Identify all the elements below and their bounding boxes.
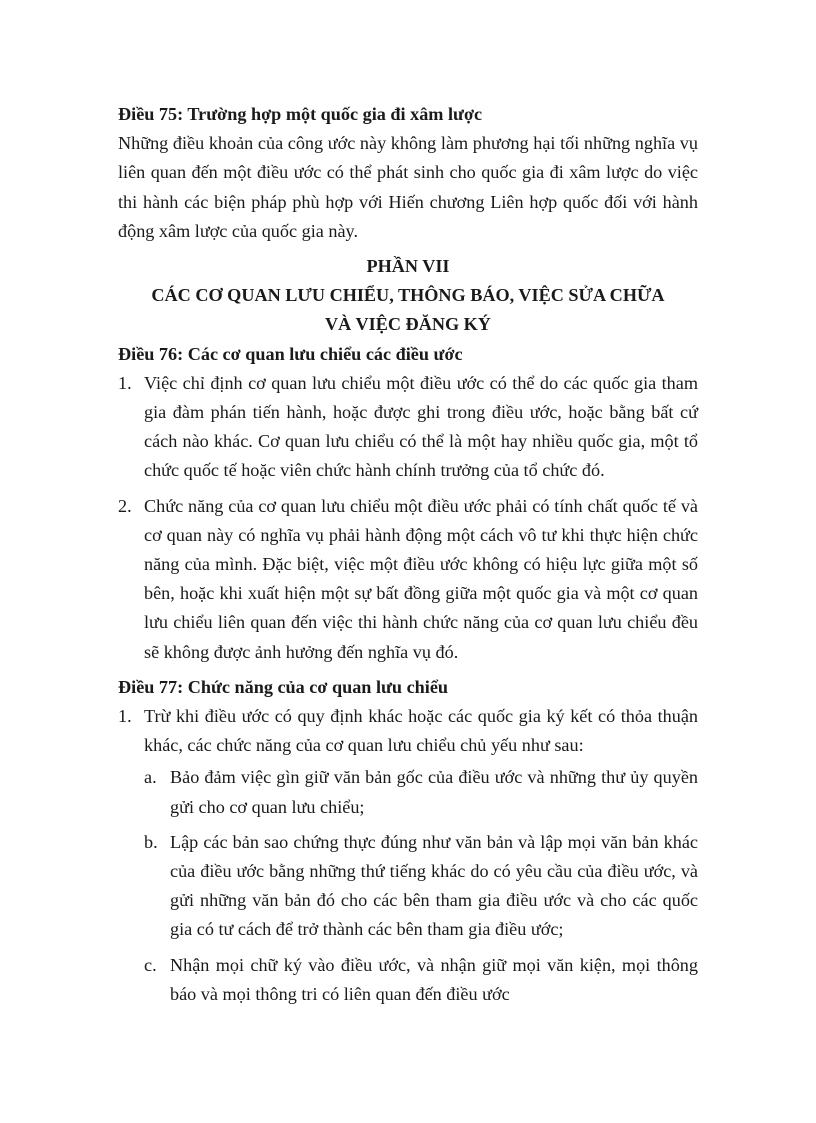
article-75-heading: Điều 75: Trường hợp một quốc gia đi xâm lược [118,104,483,124]
list-item [118,369,698,486]
part-7-subtitle-line-1: CÁC CƠ QUAN LƯU CHIỂU, THÔNG BÁO, VIỆC SỬA CHỮA [151,285,665,306]
list-item [118,702,698,1009]
sublist-marker: b. [144,831,158,852]
sublist-item [144,828,698,945]
list-item-text: Trừ khi điều ước có quy định khác hoặc các quốc gia ký kết có thỏa thuận khác, các chức năng của cơ quan lưu chiểu chủ yếu như sau: [144,706,698,756]
sublist-item-text: Nhận mọi chữ ký vào điều ước, và nhận giữ mọi văn kiện, mọi thông báo và mọi thông tri có liên quan đến điều ước [170,954,698,1004]
article-77-heading: Điều 77: Chức năng của cơ quan lưu chiểu [118,676,449,697]
list-item-text: Việc chỉ định cơ quan lưu chiểu một điều ước có thể do các quốc gia tham gia đàm phán tiến hành, hoặc được ghi trong điều ước, hoặc bằng bất cứ cách nào khác. Cơ quan lưu chiểu có thể là một hay nhiều quốc gia, một tổ chức quốc tế hoặc viên chức hành chính trưởng của tổ chức đó. [144,372,698,481]
article-76-list [118,369,698,667]
sublist-item-text: Bảo đảm việc gìn giữ văn bản gốc của điều ước và những thư ủy quyền gửi cho cơ quan lưu chiểu; [170,767,698,817]
list-marker: 2. [118,495,132,516]
sublist-marker: a. [144,767,157,788]
part-7-subtitle-line-2: VÀ VIỆC ĐĂNG KÝ [325,314,491,335]
list-item [118,492,698,667]
document-page [118,100,698,1015]
article-77-list [118,702,698,1009]
article-77-sublist [144,763,698,1009]
sublist-item [144,951,698,1009]
sublist-item-text: Lập các bản sao chứng thực đúng như văn bản và lập mọi văn bản khác của điều ước bằng những thứ tiếng khác do có yêu cầu của điều ước, và gửi những văn bản đó cho các bên tham gia điều ước và cho các quốc gia có tư cách để trở thành các bên tham gia điều ước; [170,831,698,940]
list-marker: 1. [118,706,132,727]
article-75-text: Những điều khoản của công ước này không làm phương hại tối những nghĩa vụ liên quan đến một điều ước có thể phát sinh cho quốc gia đi xâm lược do việc thi hành các biện pháp phù hợp với Hiến chương Liên hợp quốc đối với hành động xâm lược của quốc gia này. [118,133,698,241]
list-item-text: Chức năng của cơ quan lưu chiểu một điều ước phải có tính chất quốc tế và cơ quan này có nghĩa vụ phải hành động một cách vô tư khi thực hiện chức năng của mình. Đặc biệt, việc một điều ước không có hiệu lực giữa một số bên, hoặc khi xuất hiện một sự bất đồng giữa một quốc gia và một cơ quan lưu chiểu liên quan đến việc thi hành chức năng của cơ quan lưu chiểu đều sẽ không được ảnh hưởng đến nghĩa vụ đó. [144,495,698,662]
list-marker: 1. [118,372,132,393]
article-76-heading: Điều 76: Các cơ quan lưu chiểu các điều ước [118,343,463,364]
part-7-title: PHẦN VII [366,256,450,277]
sublist-item [144,763,698,821]
sublist-marker: c. [144,954,157,975]
